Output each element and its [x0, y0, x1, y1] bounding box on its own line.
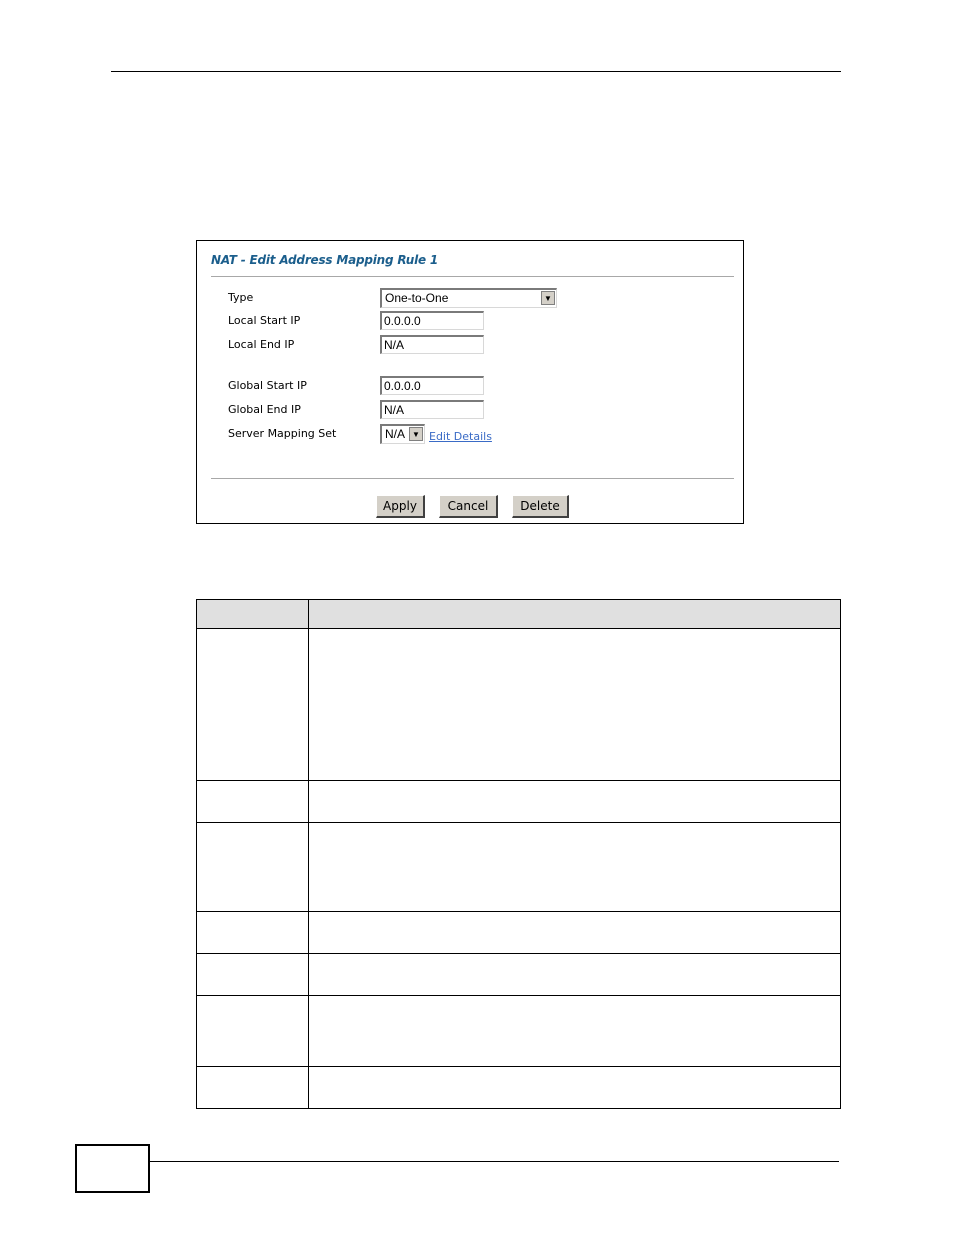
page-number-box: [75, 1144, 150, 1193]
nat-edit-dialog: [196, 240, 744, 524]
table-row: [197, 781, 841, 823]
server-mapping-set-value: N/A: [385, 427, 406, 441]
chevron-down-icon[interactable]: ▼: [409, 427, 423, 441]
table-row: [197, 629, 841, 781]
dialog-title: NAT - Edit Address Mapping Rule 1: [211, 253, 439, 267]
table-header-row: [197, 600, 841, 629]
table-row: [197, 912, 841, 954]
table-cell: [309, 1067, 841, 1109]
global-end-ip-input[interactable]: N/A: [380, 400, 484, 419]
table-row: [197, 954, 841, 996]
header-rule: [111, 71, 841, 72]
table-cell: [309, 996, 841, 1067]
table-row: [197, 1067, 841, 1109]
footer-rule: [150, 1161, 839, 1162]
table-cell: [309, 629, 841, 781]
bottom-divider: [211, 478, 734, 479]
edit-details-link[interactable]: Edit Details: [429, 430, 492, 443]
apply-button[interactable]: Apply: [376, 495, 425, 518]
title-divider: [211, 276, 734, 277]
table-header-cell: [309, 600, 841, 629]
type-select[interactable]: [380, 288, 557, 308]
server-mapping-set-select[interactable]: [380, 424, 425, 444]
table-cell: [197, 823, 309, 912]
local-end-ip-input[interactable]: N/A: [380, 335, 484, 354]
field-description-table: [196, 599, 841, 1109]
global-start-ip-label: Global Start IP: [228, 379, 307, 392]
global-start-ip-input[interactable]: 0.0.0.0: [380, 376, 484, 395]
table-cell: [309, 954, 841, 996]
type-label: Type: [228, 291, 254, 304]
server-mapping-set-label: Server Mapping Set: [228, 427, 337, 440]
table-cell: [197, 629, 309, 781]
type-select-value: One-to-One: [385, 291, 449, 305]
local-end-ip-label: Local End IP: [228, 338, 295, 351]
local-start-ip-label: Local Start IP: [228, 314, 301, 327]
table-cell: [309, 781, 841, 823]
local-start-ip-input[interactable]: 0.0.0.0: [380, 311, 484, 330]
table-cell: [197, 912, 309, 954]
delete-button[interactable]: Delete: [512, 495, 569, 518]
table-cell: [309, 912, 841, 954]
table-cell: [309, 823, 841, 912]
table-cell: [197, 1067, 309, 1109]
global-end-ip-label: Global End IP: [228, 403, 301, 416]
table-row: [197, 823, 841, 912]
chevron-down-icon[interactable]: ▼: [541, 291, 555, 305]
cancel-button[interactable]: Cancel: [439, 495, 498, 518]
table-cell: [197, 996, 309, 1067]
table-header-cell: [197, 600, 309, 629]
table-cell: [197, 954, 309, 996]
table-row: [197, 996, 841, 1067]
table-cell: [197, 781, 309, 823]
